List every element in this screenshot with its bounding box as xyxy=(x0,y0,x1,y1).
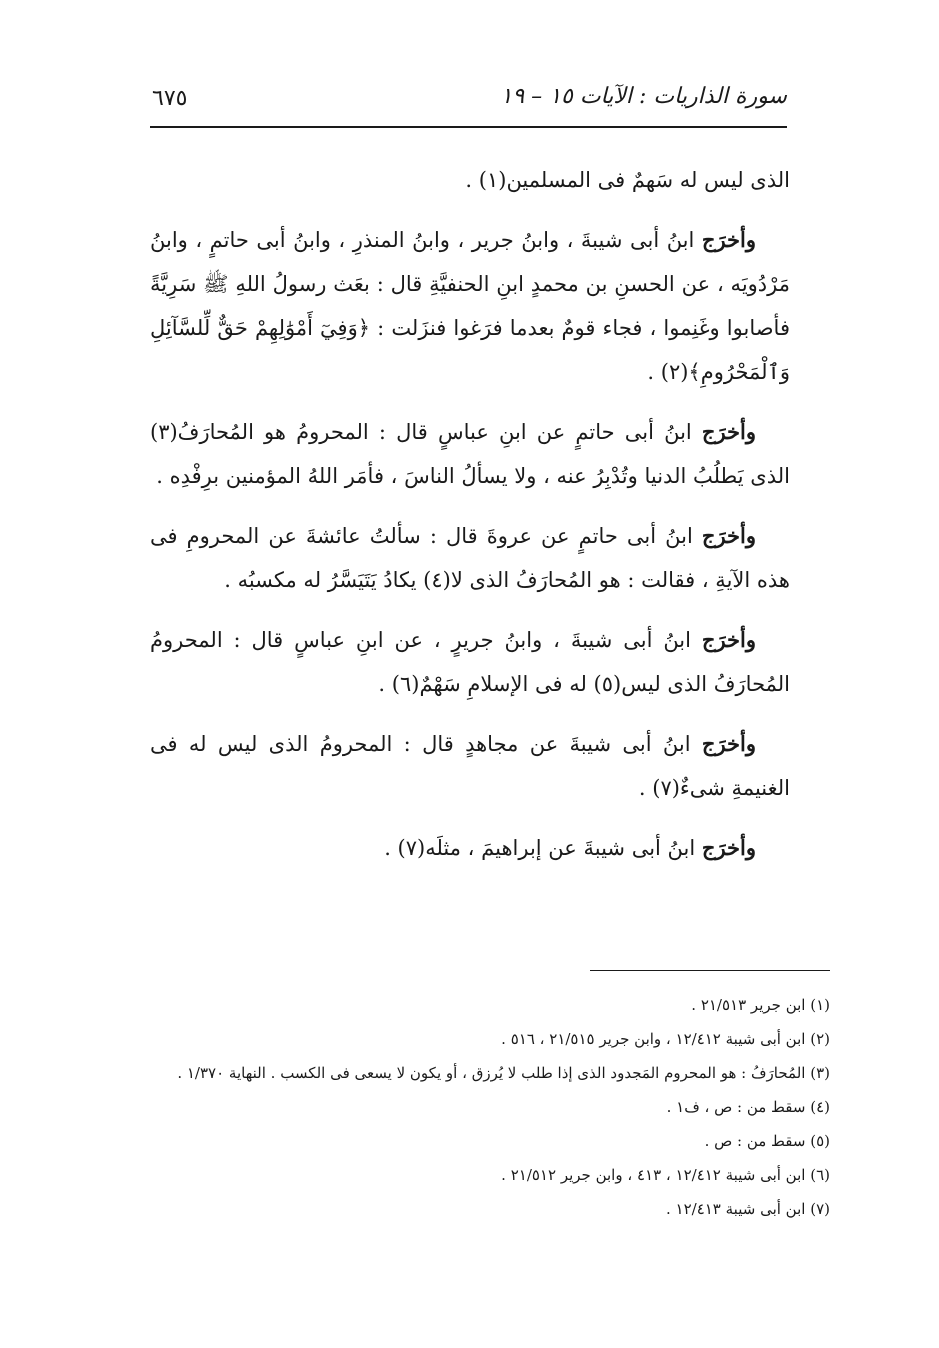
paragraph-lead: وأخرَج xyxy=(701,731,756,756)
footnote: (٢) ابن أبى شيبة ١٢/٤١٢ ، وابن جرير ٢١/٥١٥ ، ٥١٦ . xyxy=(501,1030,830,1048)
paragraph xyxy=(150,218,790,394)
page-number: ٦٧٥ xyxy=(152,86,188,111)
paragraph-lead: وأخرَج xyxy=(701,627,756,652)
paragraph-lead: وأخرَج xyxy=(701,523,756,548)
footnote: (٧) ابن أبى شيبة ١٢/٤١٣ . xyxy=(665,1200,830,1218)
footnote: (٦) ابن أبى شيبة ١٢/٤١٢ ، ٤١٣ ، وابن جرير ٢١/٥١٢ . xyxy=(501,1166,830,1184)
paragraph-text: ابنُ أبى حاتمٍ عن عروةَ قال : سألتُ عائشةَ عن المحرومِ فى هذه الآيةِ ، فقالت : هو المُحارَفُ الذى لا(٤) يكادُ يَتَيَسَّرُ له مكسبُه . xyxy=(150,524,790,592)
paragraph-text: ابنُ أبى شيبةَ عن إبراهيمَ ، مثلَه(٧) . xyxy=(384,836,702,860)
paragraph-text: الذى ليس له سَهمٌ فى المسلمين(١) . xyxy=(465,168,790,192)
paragraph-lead: وأخرَج xyxy=(701,419,756,444)
footnote: (٤) سقط من : ص ، ف١ . xyxy=(666,1098,830,1116)
footnote-rule xyxy=(590,970,830,971)
paragraph-text: ابنُ أبى حاتمٍ عن ابنِ عباسٍ قال : المحرومُ هو المُحارَفُ(٣) الذى يَطلُبُ الدنيا وتُدْبِرُ عنه ، ولا يسألُ الناسَ ، فأمَر اللهُ المؤمنين برِفْدِه . xyxy=(150,420,790,488)
paragraph xyxy=(150,618,790,706)
paragraph-lead: وأخرَج xyxy=(701,835,756,860)
footnote: (١) ابن جرير ٢١/٥١٣ . xyxy=(691,996,830,1014)
paragraph-lead: وأخرَج xyxy=(701,227,756,252)
running-head: سورة الذاريات : الآيات ١٥ – ١٩ xyxy=(500,84,787,109)
paragraph xyxy=(150,410,790,498)
footnote: (٣) المُحارَفُ : هو المحروم المَجدود الذى إذا طلب لا يُرزق ، أو يكون لا يسعى فى الكسب . النهاية ١/٣٧٠ . xyxy=(177,1064,830,1082)
main-text xyxy=(150,158,790,886)
paragraph-text: ابنُ أبى شيبةَ ، وابنُ جرير ، وابنُ المنذرِ ، وابنُ أبى حاتمٍ ، وابنُ مَرْدُويَه ، عن الحسنِ بن محمدٍ ابنِ الحنفيَّةِ قال : بعَث رسولُ اللهِ ﷺ سَرِيَّةً فأصابوا وغَنِموا ، فجاء قومٌ بعدما فرَغوا فنزَلت : ﴿وَفِيٓ أَمْوَٰلِهِمْ حَقٌّ لِّلسَّآئِلِ وَٱلْمَحْرُومِ﴾(٢) . xyxy=(150,228,790,384)
header-rule xyxy=(150,126,787,128)
paragraph-text: ابنُ أبى شيبةَ ، وابنُ جريرٍ ، عن ابنِ عباسٍ قال : المحرومُ المُحارَفُ الذى ليس(٥) له فى الإسلامِ سَهْمٌ(٦) . xyxy=(150,628,790,696)
paragraph-continuation xyxy=(150,158,790,202)
footnotes xyxy=(140,988,830,1226)
paragraph-text: ابنُ أبى شيبةَ عن مجاهدٍ قال : المحرومُ الذى ليس له فى الغنيمةِ شىءٌ(٧) . xyxy=(150,732,790,800)
paragraph xyxy=(150,722,790,810)
paragraph xyxy=(150,826,790,870)
footnote: (٥) سقط من : ص . xyxy=(704,1132,830,1150)
paragraph xyxy=(150,514,790,602)
